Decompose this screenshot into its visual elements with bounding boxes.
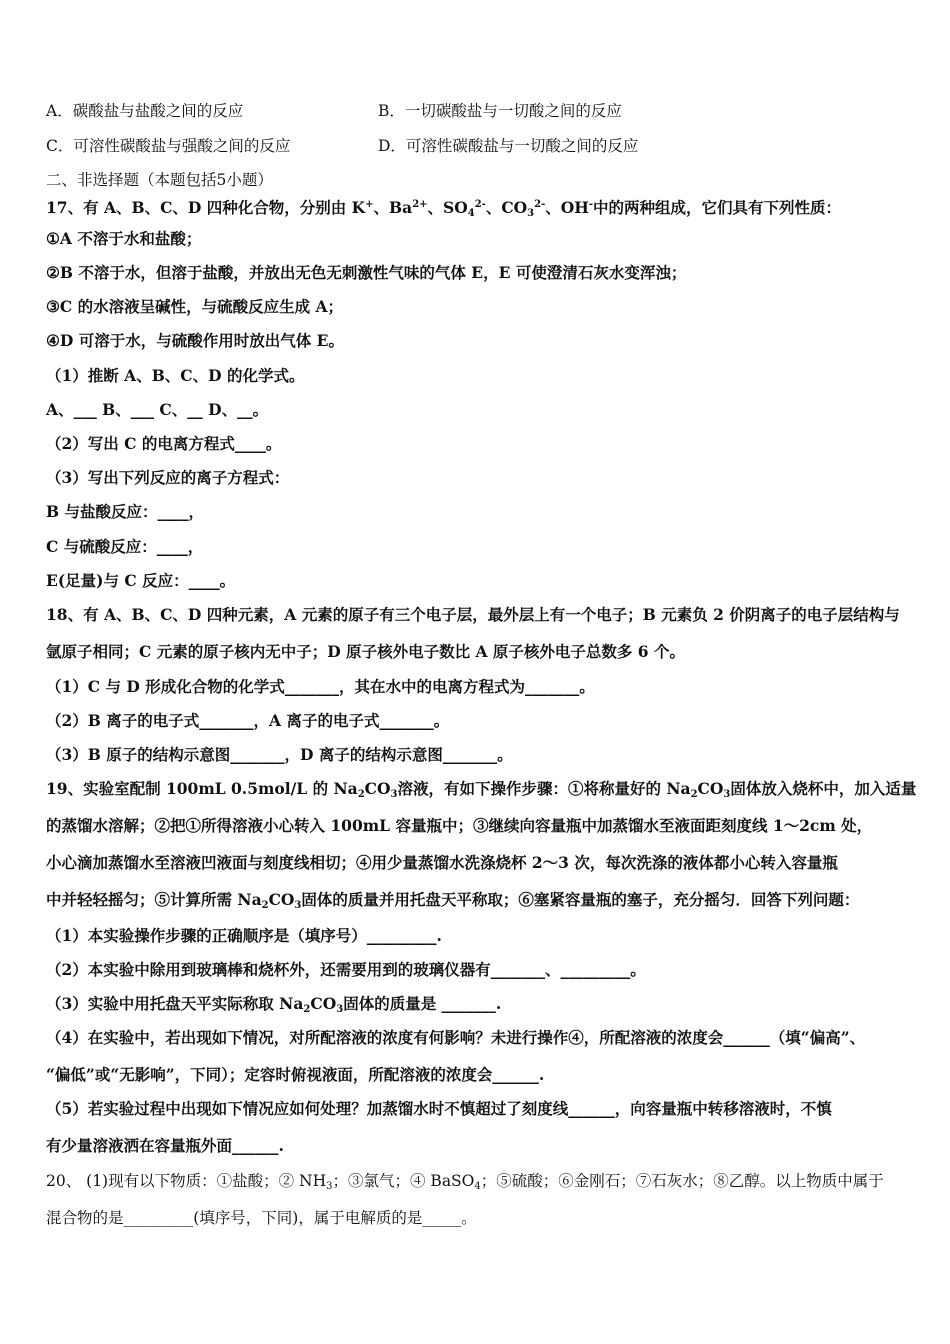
q19-sub-3: （3）实验中用托盘天平实际称取 $Na_2CO_3$固体的质量是 _______. [46,994,502,1015]
q17-sub-3-c: C 与硫酸反应：____， [46,537,204,556]
q17-sub-1-blanks: A、___ B、___ C、__ D、__。 [46,400,269,419]
q19-sub-5-line-1: （5）若实验过程中出现如下情况应如何处理？加蒸馏水时不慎超过了刻度线______，向容量瓶中转移溶液时，不慎 [46,1099,832,1118]
q17-sub-3: （3）写出下列反应的离子方程式： [46,468,290,487]
option-d: D．可溶性碳酸盐与一切酸之间的反应 [378,137,639,155]
q19-text-4: 中并轻轻摇匀；⑤计算所需 $Na_2CO_3$固体的质量并用托盘天平称取；⑥塞紧容量瓶的塞子，充分摇匀．回答下列问题： [46,890,860,911]
q19-sub-5-line-2: 有少量溶液洒在容量瓶外面______. [46,1136,284,1155]
q19-text-1: 19、实验室配制 100mL 0.5mol/L 的 $Na_2CO_3$溶液，有如下操作步骤：①将称量好的 $Na_2CO_3$固体放入烧杯中，加入适量 [46,779,917,800]
q17-sub-1: （1）推断 A、B、C、D 的化学式。 [46,366,305,385]
q18-text-2: 氩原子相同；C 元素的原子核内无中子；D 原子核外电子数比 A 原子核外电子总数多 6 个。 [46,642,685,661]
q18-sub-1: （1）C 与 D 形成化合物的化学式_______，其在水中的电离方程式为_______。 [46,677,595,696]
q17-intro: 17、有 A、B、C、D 四种化合物，分别由 K+、$Ba^{2+}$、$SO_4^{2-}$、$CO_3^{2-}$、OH-中的两种组成，它们具有下列性质： [46,198,842,219]
q17-property-3: ③C 的水溶液呈碱性，与硫酸反应生成 A； [46,297,344,316]
q17-sub-3-b: B 与盐酸反应：____， [46,502,204,521]
q19-sub-1: （1）本实验操作步骤的正确顺序是（填序号）_________. [46,926,442,945]
q17-property-2: ②B 不溶于水，但溶于盐酸，并放出无色无刺激性气味的气体 E，E 可使澄清石灰水变浑浊； [46,263,687,282]
q17-property-1: ①A 不溶于水和盐酸； [46,229,202,248]
q17-property-4: ④D 可溶于水，与硫酸作用时放出气体 E。 [46,331,344,350]
option-b: B．一切碳酸盐与一切酸之间的反应 [378,102,622,120]
section-heading: 二、非选择题（本题包括5小题） [46,171,273,189]
q19-text-3: 小心滴加蒸馏水至溶液凹液面与刻度线相切；④用少量蒸馏水洗涤烧杯 2～3 次，每次洗涤的液体都小心转入容量瓶 [46,853,838,872]
q19-sub-2: （2）本实验中除用到玻璃棒和烧杯外，还需要用到的玻璃仪器有_______、_________。 [46,960,646,979]
q17-sub-2: （2）写出 C 的电离方程式____。 [46,434,282,453]
q18-text-1: 18、有 A、B、C、D 四种元素，A 元素的原子有三个电子层，最外层上有一个电子；B 元素负 2 价阴离子的电子层结构与 [46,605,900,624]
q17-sub-3-e: E(足量)与 C 反应：____。 [46,571,236,590]
q19-text-2: 的蒸馏水溶解；②把①所得溶液小心转入 100mL 容量瓶中；③继续向容量瓶中加蒸馏水至液面距刻度线 1～2cm 处， [46,816,873,835]
q20-text-2: 混合物的是_________(填序号，下同)，属于电解质的是_____。 [46,1209,477,1227]
option-a: A．碳酸盐与盐酸之间的反应 [46,102,244,120]
option-c: C．可溶性碳酸盐与强酸之间的反应 [46,137,291,155]
q18-sub-2: （2）B 离子的电子式_______，A 离子的电子式_______。 [46,711,450,730]
q19-sub-4-line-2: “偏低”或“无影响”，下同）；定容时俯视液面，所配溶液的浓度会______. [46,1065,545,1084]
q20-text-1: 20、 (1)现有以下物质：①盐酸；② $NH_3$；③氯气；④ BaSO$_4$；⑤硫酸；⑥金刚石；⑦石灰水；⑧乙醇。以上物质中属于 [46,1172,884,1192]
q18-sub-3: （3）B 原子的结构示意图_______，D 离子的结构示意图_______。 [46,745,513,764]
q19-sub-4-line-1: （4）在实验中，若出现如下情况，对所配溶液的浓度有何影响？未进行操作④，所配溶液的浓度会______（填“偏高”、 [46,1028,866,1047]
